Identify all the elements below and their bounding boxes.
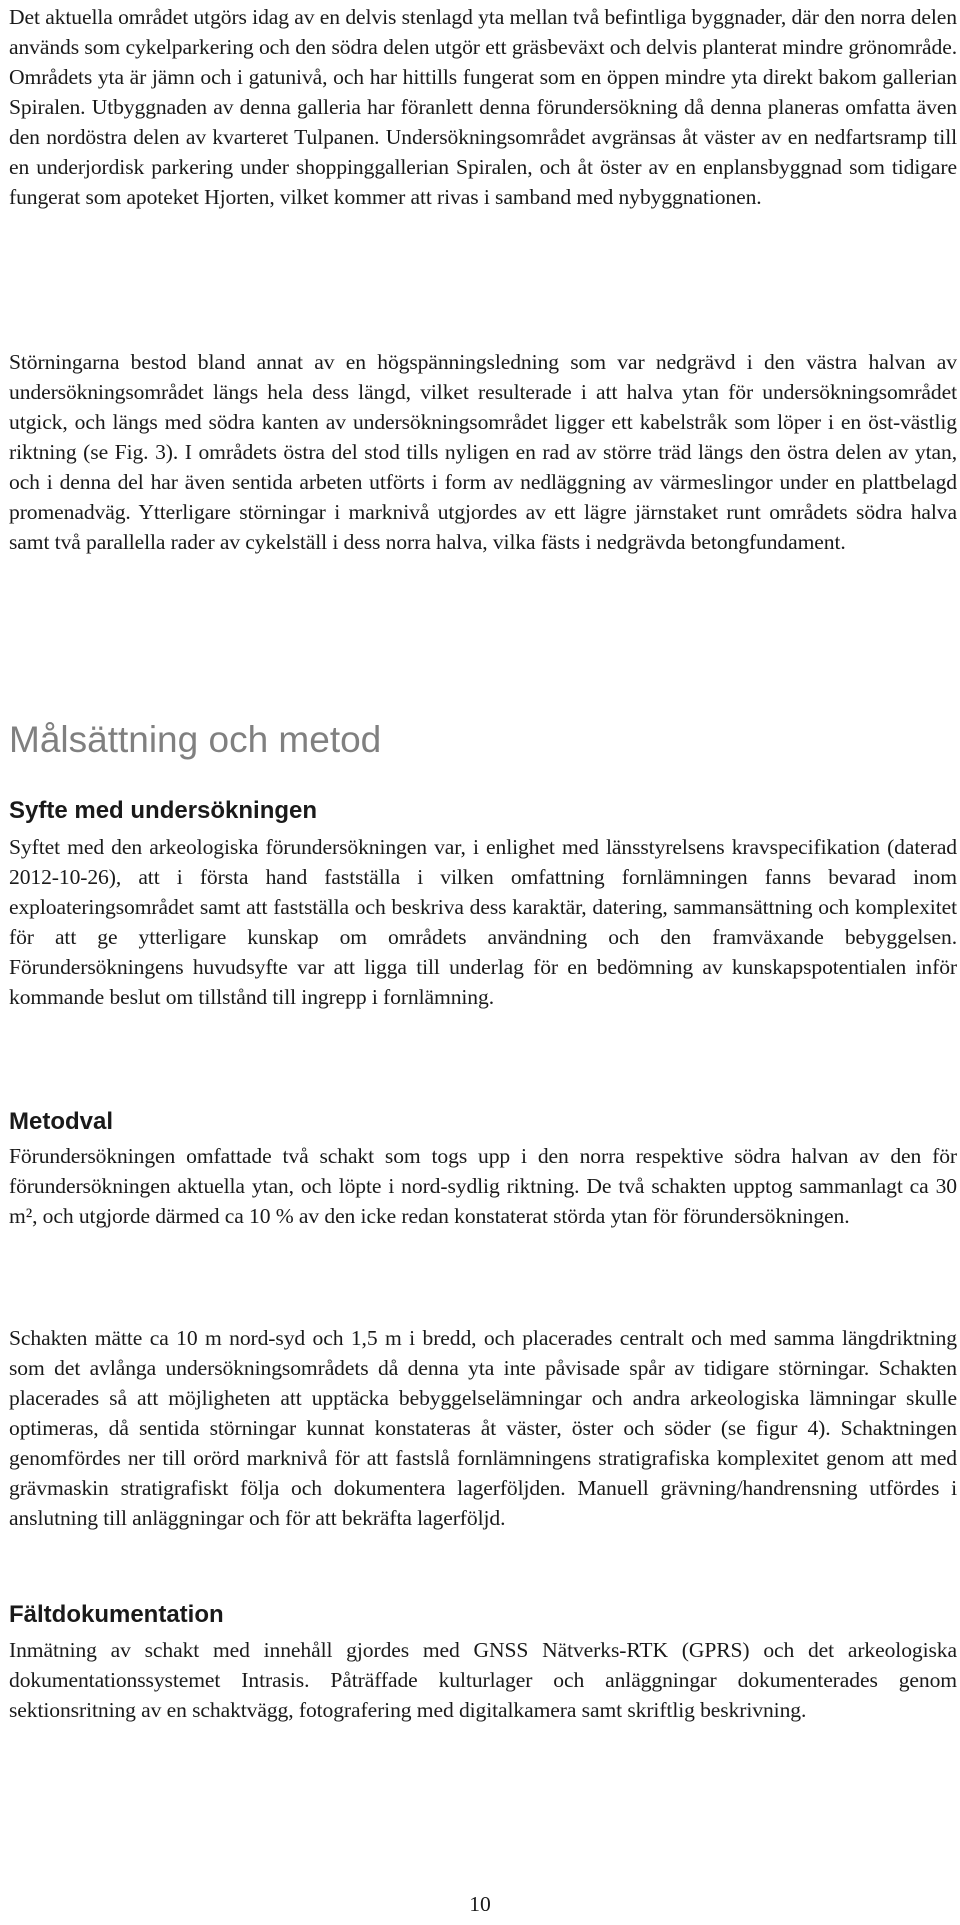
metodval-heading: Metodval xyxy=(9,1108,114,1135)
section-heading: Målsättning och metod xyxy=(9,719,382,760)
faltdokumentation-paragraph: Inmätning av schakt med innehåll gjordes med GNSS Nätverks-RTK (GPRS) och det arkeologiska dokumentationssystemet Intrasis. Påträffade kulturlager och anläggningar dokumenterades genom sektionsritning av en schaktvägg, fotografering med digitalkamera samt skriftlig beskrivning. xyxy=(9,1638,957,1722)
metodval-paragraph-1: Förundersökningen omfattade två schakt som togs upp i den norra respektive södra halvan av den för förundersökningen aktuella ytan, och löpte i nord-sydlig riktning. De två schakten upptog sammanlagt ca 30 m², och utgjorde därmed ca 10 % av den icke redan konstaterat störda ytan för förundersökningen. xyxy=(9,1144,957,1228)
metodval-paragraph-2: Schakten mätte ca 10 m nord-syd och 1,5 m i bredd, och placerades centralt och med samma längdriktning som det avlånga undersökningsområdets då denna yta inte påvisade spår av tidigare störningar. Schakten placerades så att möjligheten att upptäcka bebyggelselämningar och andra arkeologiska lämningar skulle optimeras, då sentida störningar kunnat konstateras åt väster, öster och söder (se figur 4). Schaktningen genomfördes ner till orörd marknivå för att fastslå fornlämningens stratigrafiska komplexitet genom att med grävmaskin stratigrafiskt följa och dokumentera lagerföljden. Manuell grävning/handrensning utfördes i anslutning till anläggningar och för att bekräfta lagerföljd. xyxy=(9,1326,957,1530)
syfte-paragraph: Syftet med den arkeologiska förundersökningen var, i enlighet med länsstyrelsens kravspecifikation (daterad 2012-10-26), att i första hand fastställa i vilken omfattning fornlämningen fanns bevarad inom exploateringsområdet samt att fastställa och beskriva dess karaktär, datering, sammansättning och komplexitet för att ge ytterligare kunskap om områdets användning och den framväxande bebyggelsen. Förundersökningens huvudsyfte var att ligga till underlag för en bedömning av kunskapspotentialen inför kommande beslut om tillstånd till ingrepp i fornlämning. xyxy=(9,835,957,1009)
intro-paragraph-2: Störningarna bestod bland annat av en högspänningsledning som var nedgrävd i den västra halvan av undersökningsområdet längs hela dess längd, vilket resulterade i att halva ytan för undersökningsområdet utgick, och längs med södra kanten av undersökningsområdet ligger ett kabelstråk som löper i en öst-västlig riktning (se Fig. 3). I områdets östra del stod tills nyligen en rad av större träd längs den östra delen av ytan, och i denna del har även sentida arbeten utförts i form av nedläggning av värmeslingor under en plattbelagd promenadväg. Ytterligare störningar i marknivå utgjordes av ett lägre järnstaket runt områdets södra halva samt två parallella rader av cykelställ i dess norra halva, vilka fästs i nedgrävda betongfundament. xyxy=(9,350,957,554)
intro-paragraph-1: Det aktuella området utgörs idag av en delvis stenlagd yta mellan två befintliga byggnader, där den norra delen används som cykelparkering och den södra delen utgör ett gräsbeväxt och delvis planterat mindre grönområde. Områdets yta är jämn och i gatunivå, och har hittills fungerat som en öppen mindre yta direkt bakom gallerian Spiralen. Utbyggnaden av denna galleria har föranlett denna förundersökning då denna planeras omfatta även den nordöstra delen av kvarteret Tulpanen. Undersökningsområdet avgränsas åt väster av en nedfartsramp till en underjordisk parkering under shoppinggallerian Spiralen, och åt öster av en enplansbyggnad som tidigare fungerat som apoteket Hjorten, vilket kommer att rivas i samband med nybyggnationen. xyxy=(9,5,957,209)
faltdokumentation-heading: Fältdokumentation xyxy=(9,1601,224,1628)
syfte-heading: Syfte med undersökningen xyxy=(9,797,318,824)
page-number: 10 xyxy=(469,1892,491,1916)
